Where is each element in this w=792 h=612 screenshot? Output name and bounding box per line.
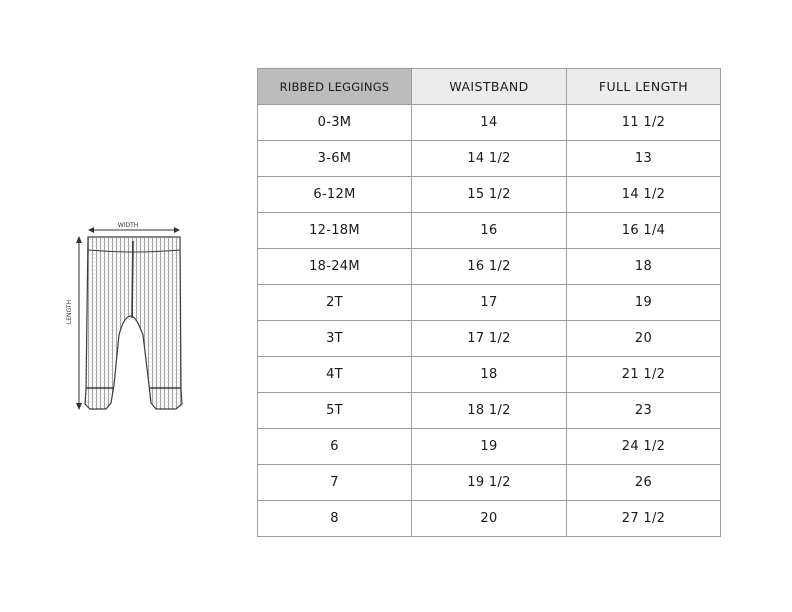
length-cell: 24 1/2 [567,429,721,465]
header-waistband: WAISTBAND [412,69,567,105]
length-arrow [76,236,82,410]
table-row [258,105,721,141]
length-cell: 20 [567,321,721,357]
waistband-cell: 16 1/2 [412,249,567,285]
length-cell: 13 [567,141,721,177]
length-label: LENGTH [66,299,73,325]
header-ribbed-leggings: RIBBED LEGGINGS [258,69,412,105]
waistband-cell: 19 [412,429,567,465]
table-row [258,141,721,177]
length-cell: 14 1/2 [567,177,721,213]
length-cell: 26 [567,465,721,501]
leggings-garment [85,237,182,409]
width-label: WIDTH [117,222,139,229]
length-cell: 21 1/2 [567,357,721,393]
size-cell: 6-12M [258,177,412,213]
waistband-cell: 16 [412,213,567,249]
waistband-cell: 14 1/2 [412,141,567,177]
length-cell: 23 [567,393,721,429]
table-header-row [258,69,721,105]
leggings-illustration [50,212,210,417]
length-cell: 19 [567,285,721,321]
size-cell: 5T [258,393,412,429]
size-cell: 12-18M [258,213,412,249]
size-cell: 3T [258,321,412,357]
table-row [258,501,721,537]
size-cell: 0-3M [258,105,412,141]
table-row [258,357,721,393]
table-row [258,285,721,321]
table-row [258,177,721,213]
table-row [258,249,721,285]
waistband-cell: 17 [412,285,567,321]
table-row [258,429,721,465]
header-full-length: FULL LENGTH [567,69,721,105]
table-row [258,213,721,249]
size-cell: 2T [258,285,412,321]
length-cell: 11 1/2 [567,105,721,141]
waistband-cell: 20 [412,501,567,537]
size-cell: 6 [258,429,412,465]
size-cell: 4T [258,357,412,393]
size-cell: 7 [258,465,412,501]
waistband-cell: 19 1/2 [412,465,567,501]
size-cell: 8 [258,501,412,537]
waistband-cell: 18 1/2 [412,393,567,429]
length-cell: 18 [567,249,721,285]
table-row [258,393,721,429]
length-cell: 16 1/4 [567,213,721,249]
waistband-cell: 15 1/2 [412,177,567,213]
size-cell: 3-6M [258,141,412,177]
waistband-cell: 17 1/2 [412,321,567,357]
size-chart-table [257,68,721,537]
table-row [258,321,721,357]
size-cell: 18-24M [258,249,412,285]
length-cell: 27 1/2 [567,501,721,537]
waistband-cell: 14 [412,105,567,141]
waistband-cell: 18 [412,357,567,393]
table-row [258,465,721,501]
